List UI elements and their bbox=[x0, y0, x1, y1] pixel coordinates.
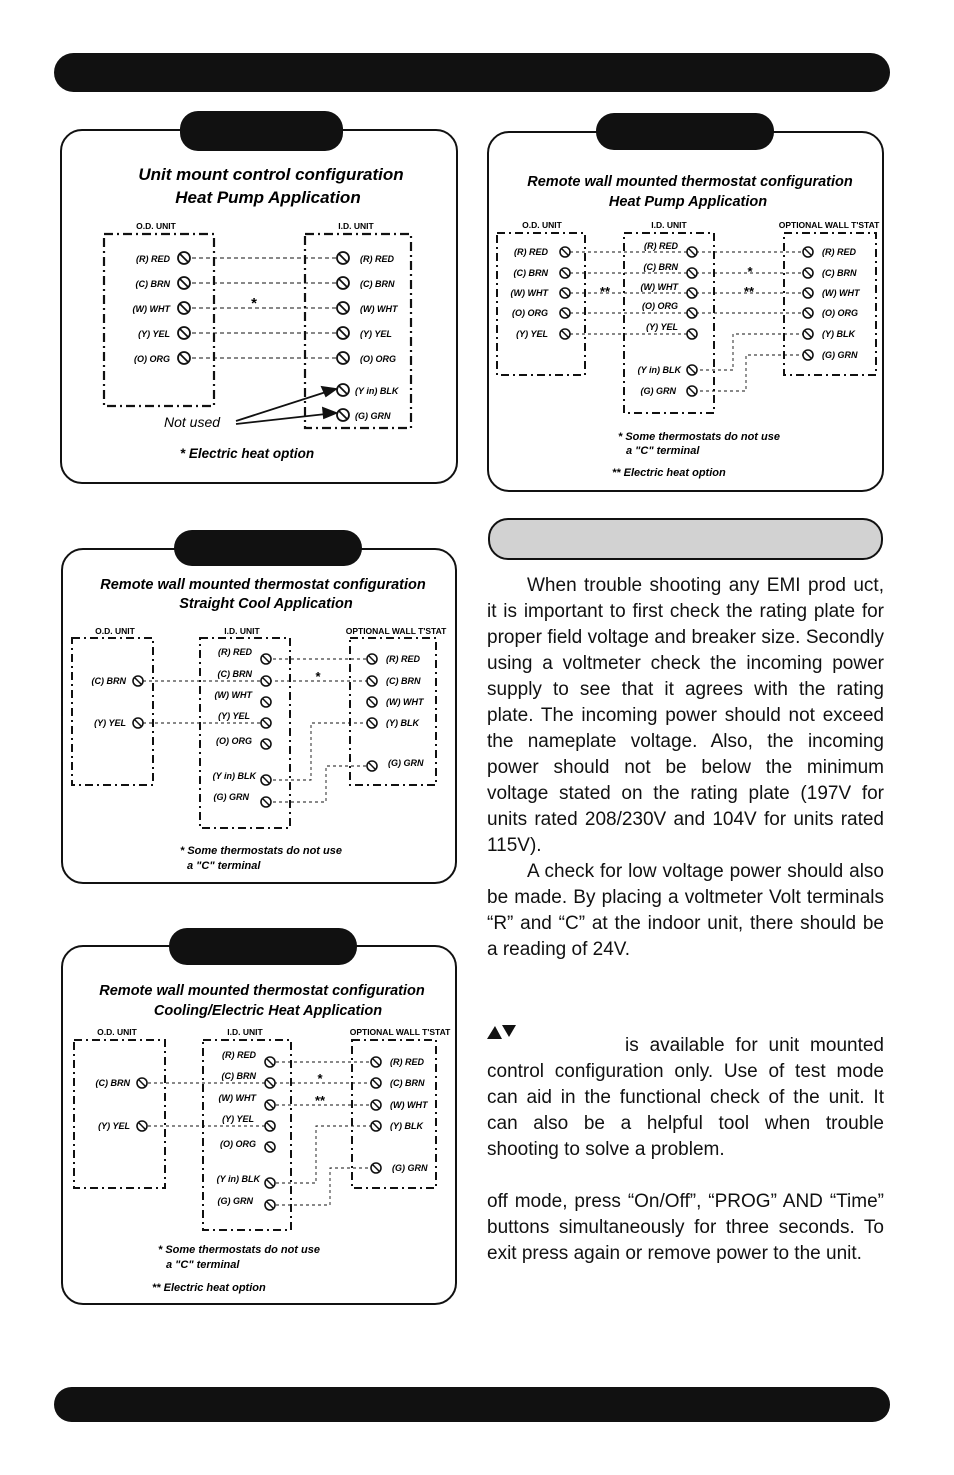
terminal-label: (R) RED bbox=[218, 647, 252, 657]
diagram-title: Remote wall mounted thermostat configuration bbox=[99, 983, 425, 999]
od-unit-label: O.D. UNIT bbox=[136, 221, 176, 231]
terminal-label: (G) GRN bbox=[217, 1196, 253, 1206]
double-star-marker: ** bbox=[599, 284, 611, 299]
diagram-note: ** Electric heat option bbox=[152, 1282, 266, 1294]
diagram-unit-mount-heat-pump bbox=[60, 129, 458, 484]
diagram-2-tab bbox=[596, 113, 774, 150]
terminal-label: (G) GRN bbox=[355, 411, 391, 421]
terminal-label: (O) ORG bbox=[134, 354, 170, 364]
terminal-label: (C) BRN bbox=[513, 268, 548, 278]
terminal-label: (Y in) BLK bbox=[637, 365, 681, 375]
terminal-label: (R) RED bbox=[136, 254, 170, 264]
paragraph-voltage-check: When trouble shooting any EMI prod uct, it is important to first check the rating plate for proper field voltage and breaker size. Secondly using a voltmeter check the incoming power supply to see that it agrees with the rating plate. The incoming power should not exceed the nameplate voltage. Also, the incoming power should not be below the minimum voltage stated on the rating plate (197V for units rated 208/230V and 104V for units rated 115V). bbox=[487, 575, 884, 856]
diagram-4-tab bbox=[169, 928, 357, 965]
terminal-label: (R) RED bbox=[514, 247, 548, 257]
terminal-label: (O) ORG bbox=[360, 354, 396, 364]
terminal-label: (C) BRN bbox=[386, 676, 421, 686]
paragraph-test-mode: is available for unit mounted control configuration only. Use of test mode can aid in the functional check of the unit. It can also be a helpful tool when trouble shooting to solve a problem. bbox=[487, 1035, 884, 1160]
terminal-label: (Y) BLK bbox=[386, 718, 419, 728]
terminal-label: (W) WHT bbox=[510, 288, 548, 298]
diagram-note: a "C" terminal bbox=[187, 860, 261, 872]
terminal-label: (G) GRN bbox=[392, 1163, 428, 1173]
double-star-marker: ** bbox=[314, 1093, 326, 1108]
diagram-subtitle: Cooling/Electric Heat Application bbox=[153, 1003, 383, 1019]
terminal-label: (Y) YEL bbox=[360, 329, 392, 339]
diagram-note: * Some thermostats do not use bbox=[618, 431, 780, 443]
terminal-label: (W) WHT bbox=[132, 304, 170, 314]
terminal-label: (W) WHT bbox=[214, 690, 252, 700]
terminal-label: (G) GRN bbox=[388, 758, 424, 768]
terminal-label: (O) ORG bbox=[220, 1139, 256, 1149]
terminal-label: (Y in) BLK bbox=[212, 771, 256, 781]
terminal-label: (Y) YEL bbox=[222, 1114, 254, 1124]
od-unit-label: O.D. UNIT bbox=[97, 1027, 137, 1037]
diagram-title: Unit mount control configuration bbox=[138, 165, 404, 184]
diagram-remote-heat-pump bbox=[487, 131, 884, 492]
id-unit-label: I.D. UNIT bbox=[224, 626, 260, 636]
terminal-label: (C) BRN bbox=[360, 279, 395, 289]
terminal-label: (C) BRN bbox=[91, 676, 126, 686]
terminal-label: (R) RED bbox=[222, 1050, 256, 1060]
double-star-marker: ** bbox=[743, 284, 755, 299]
diagram-subtitle: Straight Cool Application bbox=[179, 596, 353, 612]
terminal-label: (W) WHT bbox=[218, 1093, 256, 1103]
terminal-label: (R) RED bbox=[386, 654, 420, 664]
terminal-label: (O) ORG bbox=[512, 308, 548, 318]
star-marker: * bbox=[747, 264, 753, 279]
od-unit-label: O.D. UNIT bbox=[95, 626, 135, 636]
terminal-label: (C) BRN bbox=[217, 669, 252, 679]
tstat-label: OPTIONAL WALL T'STAT bbox=[349, 1027, 451, 1037]
od-unit-label: O.D. UNIT bbox=[522, 220, 562, 230]
diagram-note: * Some thermostats do not use bbox=[158, 1244, 320, 1256]
terminal-label: (C) BRN bbox=[822, 268, 857, 278]
terminal-label: (C) BRN bbox=[221, 1071, 256, 1081]
diagram-note: * Some thermostats do not use bbox=[180, 845, 342, 857]
terminal-label: (Y) YEL bbox=[94, 718, 126, 728]
terminal-label: (Y) YEL bbox=[646, 322, 678, 332]
terminal-label: (Y) BLK bbox=[822, 329, 855, 339]
terminal-label: (C) BRN bbox=[643, 262, 678, 272]
terminal-label: (C) BRN bbox=[135, 279, 170, 289]
diagram-subtitle: Heat Pump Application bbox=[608, 194, 768, 210]
terminal-label: (O) ORG bbox=[822, 308, 858, 318]
intro-paragraph-block bbox=[487, 573, 884, 963]
terminal-label: (R) RED bbox=[360, 254, 394, 264]
star-marker: * bbox=[315, 669, 321, 684]
diagram-note: a "C" terminal bbox=[626, 445, 700, 457]
terminal-label: (R) RED bbox=[822, 247, 856, 257]
terminal-label: (G) GRN bbox=[822, 350, 858, 360]
diagram-title: Remote wall mounted thermostat configuration bbox=[527, 174, 853, 190]
terminal-label: (Y) BLK bbox=[390, 1121, 423, 1131]
diagram-3-tab bbox=[174, 530, 362, 566]
terminal-label: (O) ORG bbox=[642, 301, 678, 311]
terminal-label: (G) GRN bbox=[213, 792, 249, 802]
terminal-label: (W) WHT bbox=[386, 697, 424, 707]
terminal-label: (R) RED bbox=[644, 241, 678, 251]
terminal-label: (C) BRN bbox=[390, 1078, 425, 1088]
terminal-label: (R) RED bbox=[390, 1057, 424, 1067]
diagram-remote-straight-cool bbox=[61, 548, 457, 884]
diagram-1-tab bbox=[180, 111, 343, 151]
terminal-label: (W) WHT bbox=[390, 1100, 428, 1110]
terminal-label: (Y in) BLK bbox=[216, 1174, 260, 1184]
star-marker: * bbox=[317, 1071, 323, 1086]
diagram-remote-cool-electric-heat bbox=[61, 945, 457, 1305]
diagram-title: Remote wall mounted thermostat configuration bbox=[100, 577, 426, 593]
terminal-label: (W) WHT bbox=[640, 282, 678, 292]
terminal-label: (Y) YEL bbox=[218, 711, 250, 721]
tstat-label: OPTIONAL WALL T'STAT bbox=[778, 220, 880, 230]
id-unit-label: I.D. UNIT bbox=[227, 1027, 263, 1037]
terminal-label: (G) GRN bbox=[640, 386, 676, 396]
footer-bar bbox=[54, 1387, 890, 1422]
id-unit-label: I.D. UNIT bbox=[338, 221, 374, 231]
paragraph-low-voltage: A check for low voltage power should also be made. By placing a voltmeter Volt terminals “R” and “C” at the indoor unit, there should be a reading of 24V. bbox=[487, 861, 884, 960]
electric-heat-star: * bbox=[251, 295, 257, 312]
test-mode-paragraph-block bbox=[487, 1033, 884, 1163]
terminal-label: (W) WHT bbox=[360, 304, 398, 314]
not-used-label: Not used bbox=[164, 414, 221, 430]
header-bar bbox=[54, 53, 890, 92]
terminal-label: (Y) YEL bbox=[516, 329, 548, 339]
diagram-subtitle: Heat Pump Application bbox=[175, 188, 361, 207]
diagram-note: * Electric heat option bbox=[179, 446, 315, 461]
terminal-label: (Y) YEL bbox=[98, 1121, 130, 1131]
terminal-label: (W) WHT bbox=[822, 288, 860, 298]
test-mode-instructions-block bbox=[487, 1189, 884, 1267]
tstat-label: OPTIONAL WALL T'STAT bbox=[345, 626, 447, 636]
paragraph-enter-test-mode: off mode, press “On/Off”, “PROG” AND “Time” buttons simultaneously for three seconds. To exit press again or remove power to the unit. bbox=[487, 1191, 884, 1264]
terminal-label: (Y in) BLK bbox=[355, 386, 399, 396]
section-heading-tab bbox=[488, 518, 883, 560]
terminal-label: (Y) YEL bbox=[138, 329, 170, 339]
diagram-note: ** Electric heat option bbox=[612, 467, 726, 479]
diagram-note: a "C" terminal bbox=[166, 1259, 240, 1271]
terminal-label: (C) BRN bbox=[95, 1078, 130, 1088]
terminal-label: (O) ORG bbox=[216, 736, 252, 746]
id-unit-label: I.D. UNIT bbox=[651, 220, 687, 230]
